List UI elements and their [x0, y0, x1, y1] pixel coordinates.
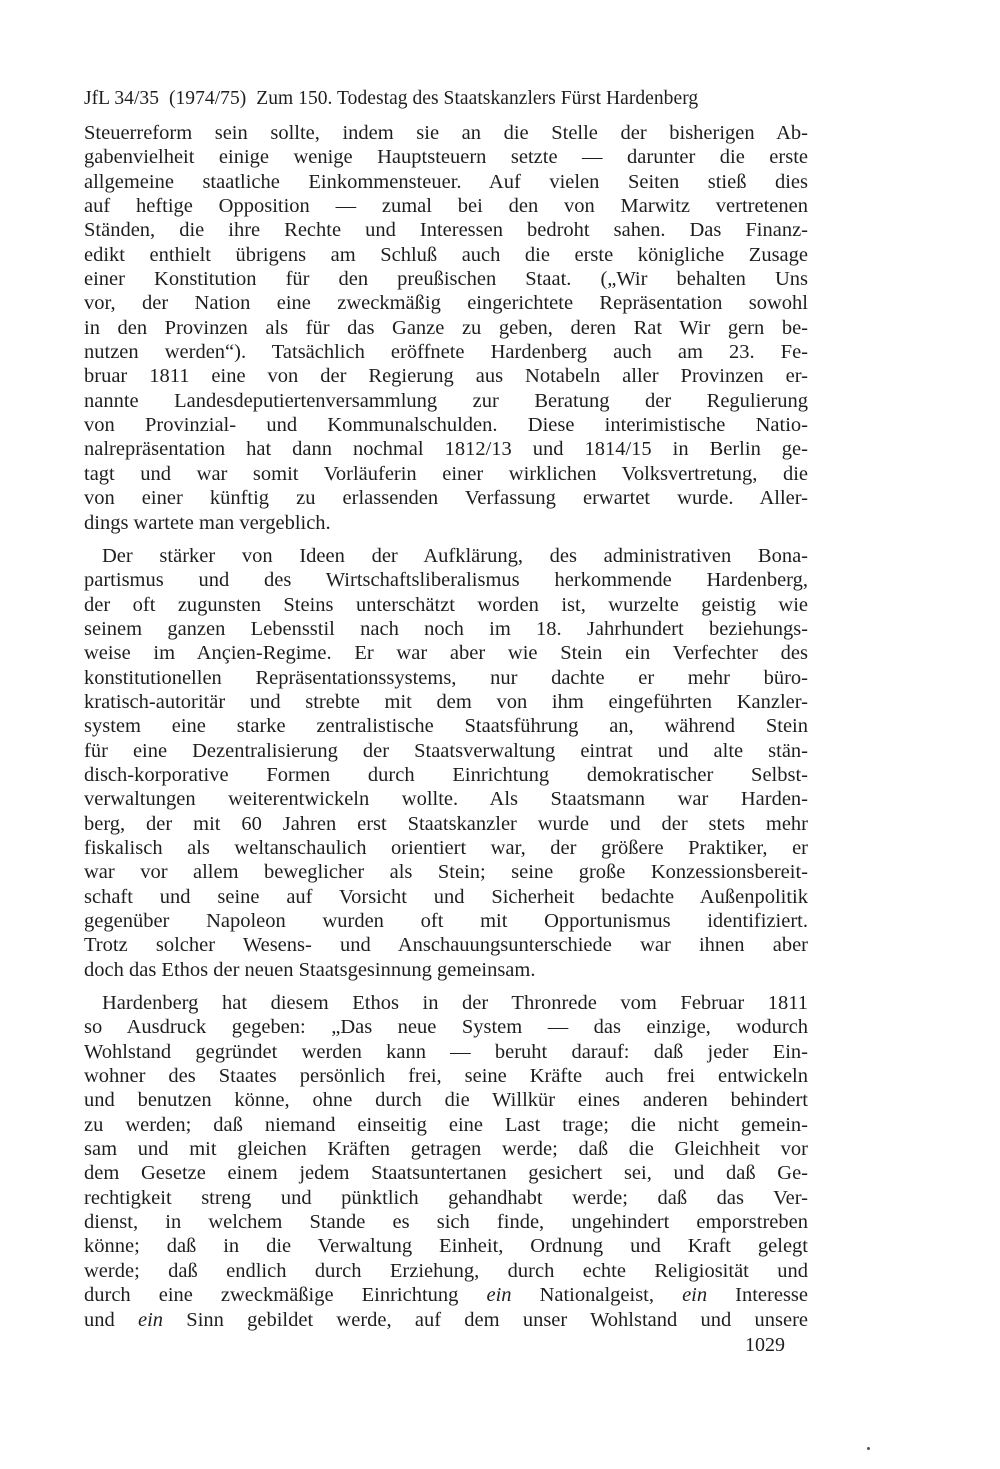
text-line: system eine starke zentralistische Staatsführung an, während Stein [84, 715, 808, 738]
text-line: und benutzen könne, ohne durch die Willkür eines anderen behindert [84, 1089, 808, 1112]
scan-speck [867, 1447, 870, 1450]
running-title: Zum 150. Todestag des Staatskanzlers Fürst Hardenberg [256, 88, 699, 109]
paragraph-2 [84, 544, 808, 982]
text-line: dings wartete man vergeblich. [84, 511, 331, 534]
text-line: rechtigkeit streng und pünktlich gehandhabt werde; daß das Ver- [84, 1186, 808, 1209]
emphasized-word: ein [486, 1284, 512, 1307]
text-line: edikt enthielt übrigens am Schluß auch die erste königliche Zusage [84, 243, 808, 266]
text-line: fiskalisch als weltanschaulich orientiert war, der größere Praktiker, er [84, 836, 808, 859]
emphasized-word: ein [138, 1308, 164, 1331]
text-line: von einer künftig zu erlassenden Verfassung erwartet wurde. Aller- [84, 487, 808, 510]
paragraph-1 [84, 121, 808, 535]
text-line: gabenvielheit einige wenige Hauptsteuern setzte — darunter die erste [84, 146, 808, 169]
text-line: dem Gesetze einem jedem Staatsuntertanen gesichert sei, und daß Ge- [84, 1162, 808, 1185]
paragraph-3 [84, 991, 808, 1332]
text-run: und [84, 1308, 138, 1331]
text-line: Hardenberg hat diesem Ethos in der Thronrede vom Februar 1811 [102, 992, 808, 1015]
text-line: der oft zugunsten Steins unterschätzt worden ist, wurzelte geistig wie [84, 593, 808, 616]
running-header [84, 86, 808, 112]
text-line: disch-korporative Formen durch Einrichtung demokratischer Selbst- [84, 763, 808, 786]
text-line-emphasis [84, 1283, 808, 1307]
text-run: Interesse [707, 1284, 809, 1307]
text-line: zu werden; daß niemand einseitig eine Last trage; die nicht gemein- [84, 1113, 808, 1136]
text-line: so Ausdruck gegeben: „Das neue System — das einzige, wodurch [84, 1016, 808, 1039]
text-line: sam und mit gleichen Kräften getragen werde; daß die Gleichheit vor [84, 1138, 808, 1161]
text-line: einer Konstitution für den preußischen Staat. („Wir behalten Uns [84, 268, 808, 291]
text-line: auf heftige Opposition — zumal bei den von Marwitz vertretenen [84, 195, 808, 218]
text-line: allgemeine staatliche Einkommensteuer. Auf vielen Seiten stieß dies [84, 170, 808, 193]
text-line: in den Provinzen als für das Ganze zu geben, deren Rat Wir gern be- [84, 316, 808, 339]
text-line: schaft und seine auf Vorsicht und Sicherheit bedachte Außenpolitik [84, 885, 808, 908]
text-line: Trotz solcher Wesens- und Anschauungsunterschiede war ihnen aber [84, 934, 808, 957]
text-line: war vor allem beweglicher als Stein; seine große Konzessionsbereit- [84, 861, 808, 884]
text-line: vor, der Nation eine zweckmäßig eingerichtete Repräsentation sowohl [84, 292, 808, 315]
text-line: dienst, in welchem Stande es sich finde, ungehindert emporstreben [84, 1211, 808, 1234]
text-line: partismus und des Wirtschaftsliberalismus herkommende Hardenberg, [84, 569, 808, 592]
journal-years: (1974/75) [168, 88, 247, 109]
text-line: werde; daß endlich durch Erziehung, durch echte Religiosität und [84, 1259, 808, 1282]
text-line: für eine Dezentralisierung der Staatsverwaltung eintrat und alte stän- [84, 739, 808, 762]
text-line: Steuerreform sein sollte, indem sie an die Stelle der bisherigen Ab- [84, 122, 808, 144]
text-line: gegenüber Napoleon wurden oft mit Opportunismus identifiziert. [84, 910, 808, 932]
text-line: kratisch-autoritär und strebte mit dem von ihm eingeführten Kanzler- [84, 690, 808, 713]
page-number: 1029 [745, 1334, 785, 1356]
journal-abbreviation: JfL 34/35 [84, 88, 160, 109]
text-line: doch das Ethos der neuen Staatsgesinnung gemeinsam. [84, 958, 536, 981]
text-line: Ständen, die ihre Rechte und Interessen bedroht sahen. Das Finanz- [84, 219, 808, 242]
text-line: tagt und war somit Vorläuferin einer wirklichen Volksvertretung, die [84, 462, 808, 485]
text-run: Nationalgeist, [511, 1284, 683, 1307]
text-line: Der stärker von Ideen der Aufklärung, des administrativen Bona- [102, 544, 808, 567]
text-line: wohner des Staates persönlich frei, seine Kräfte auch frei entwickeln [84, 1065, 808, 1088]
text-line: nannte Landesdeputiertenversammlung zur Beratung der Regulierung [84, 389, 808, 412]
text-line: von Provinzial- und Kommunalschulden. Diese interimistische Natio- [84, 414, 808, 437]
document-page [84, 86, 808, 1332]
text-line: bruar 1811 eine von der Regierung aus Notabeln aller Provinzen er- [84, 365, 808, 388]
text-line: weise im Ançien-Regime. Er war aber wie Stein ein Verfechter des [84, 642, 808, 665]
text-line: nutzen werden“). Tatsächlich eröffnete Hardenberg auch am 23. Fe- [84, 341, 808, 364]
text-line: Wohlstand gegründet werden kann — beruht darauf: daß jeder Ein- [84, 1040, 808, 1063]
text-line: verwaltungen weiterentwickeln wollte. Als Staatsmann war Harden- [84, 788, 808, 811]
emphasized-word: ein [682, 1284, 708, 1307]
text-line-emphasis [84, 1308, 808, 1332]
text-line: seinem ganzen Lebensstil nach noch im 18. Jahrhundert beziehungs- [84, 617, 808, 640]
text-line: konstitutionellen Repräsentationssystems, nur dachte er mehr büro- [84, 666, 808, 689]
text-line: könne; daß in die Verwaltung Einheit, Ordnung und Kraft gelegt [84, 1235, 808, 1258]
text-run: durch eine zweckmäßige Einrichtung [84, 1284, 487, 1307]
text-line: berg, der mit 60 Jahren erst Staatskanzler wurde und der stets mehr [84, 812, 808, 835]
text-run: Sinn gebildet werde, auf dem unser Wohlstand und unsere [163, 1308, 809, 1331]
text-line: nalrepräsentation hat dann nochmal 1812/13 und 1814/15 in Berlin ge- [84, 438, 808, 461]
